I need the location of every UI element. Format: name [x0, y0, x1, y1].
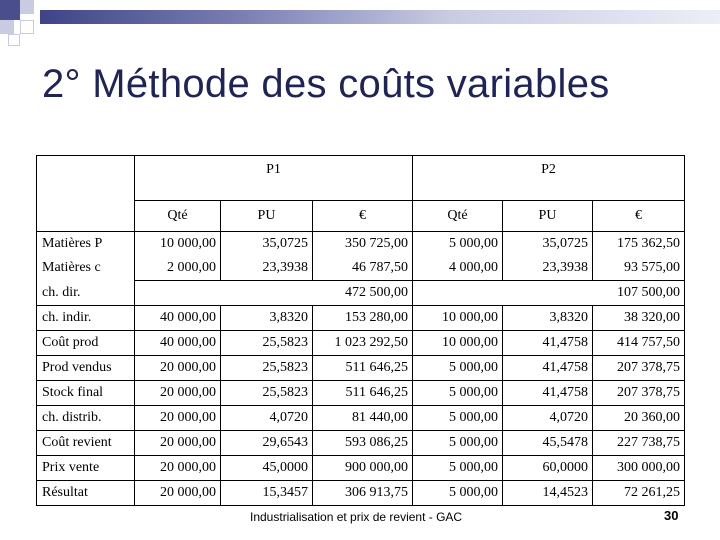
table-cell: 227 738,75 — [593, 431, 685, 456]
row-label: Coût prod — [37, 331, 135, 356]
table-row — [37, 256, 685, 281]
sub-header-row — [37, 201, 685, 232]
table-cell: 5 000,00 — [413, 406, 503, 431]
corner-square-light — [0, 20, 14, 34]
row-label: ch. distrib. — [37, 406, 135, 431]
table-row — [37, 281, 685, 306]
table-cell: 35,0725 — [503, 232, 593, 257]
table-cell: 25,5823 — [221, 356, 313, 381]
table-cell: 207 378,75 — [593, 381, 685, 406]
table-cell: 41,4758 — [503, 331, 593, 356]
table-cell: 4,0720 — [221, 406, 313, 431]
table-cell — [221, 281, 313, 306]
table-cell: 20 000,00 — [135, 456, 221, 481]
table-cell: 38 320,00 — [593, 306, 685, 331]
table-cell — [503, 281, 593, 306]
table-row — [37, 356, 685, 381]
table-cell: 414 757,50 — [593, 331, 685, 356]
table-cell: 900 000,00 — [313, 456, 413, 481]
table-cell: 29,6543 — [221, 431, 313, 456]
sub-header-euro-p2: € — [593, 201, 685, 232]
table-cell: 45,0000 — [221, 456, 313, 481]
table-cell: 350 725,00 — [313, 232, 413, 257]
table-cell: 5 000,00 — [413, 356, 503, 381]
table-cell: 15,3457 — [221, 481, 313, 506]
table-cell: 45,5478 — [503, 431, 593, 456]
slide-title: 2° Méthode des coûts variables — [42, 62, 610, 106]
table-cell: 5 000,00 — [413, 431, 503, 456]
table-cell: 4,0720 — [503, 406, 593, 431]
table-cell: 20 000,00 — [135, 481, 221, 506]
sub-header-qte-p2: Qté — [413, 201, 503, 232]
group-header-p1: P1 — [135, 156, 413, 201]
table-cell: 81 440,00 — [313, 406, 413, 431]
table-cell: 46 787,50 — [313, 256, 413, 281]
row-label: ch. indir. — [37, 306, 135, 331]
table-cell: 107 500,00 — [593, 281, 685, 306]
table-cell: 472 500,00 — [313, 281, 413, 306]
table-cell: 23,3938 — [503, 256, 593, 281]
table-cell: 593 086,25 — [313, 431, 413, 456]
table-cell: 25,5823 — [221, 381, 313, 406]
row-label: Stock final — [37, 381, 135, 406]
table-cell: 5 000,00 — [413, 381, 503, 406]
table-cell — [413, 281, 503, 306]
table-cell: 25,5823 — [221, 331, 313, 356]
group-header-row — [37, 156, 685, 201]
table-cell: 23,3938 — [221, 256, 313, 281]
table-cell: 72 261,25 — [593, 481, 685, 506]
corner-square-outline — [20, 20, 34, 34]
row-label: Prod vendus — [37, 356, 135, 381]
table-cell: 3,8320 — [503, 306, 593, 331]
table-cell: 20 360,00 — [593, 406, 685, 431]
table-cell: 93 575,00 — [593, 256, 685, 281]
corner-square-dark — [0, 0, 20, 20]
table-cell: 14,4523 — [503, 481, 593, 506]
table-cell: 1 023 292,50 — [313, 331, 413, 356]
table-row — [37, 306, 685, 331]
table-cell: 41,4758 — [503, 381, 593, 406]
table-cell: 40 000,00 — [135, 331, 221, 356]
table-row — [37, 456, 685, 481]
table-cell: 2 000,00 — [135, 256, 221, 281]
table-row — [37, 406, 685, 431]
table-cell: 5 000,00 — [413, 232, 503, 257]
table-cell — [135, 281, 221, 306]
table-cell: 300 000,00 — [593, 456, 685, 481]
slide-footer: Industrialisation et prix de revient - GAC — [250, 510, 463, 524]
table-cell: 5 000,00 — [413, 456, 503, 481]
table-row — [37, 431, 685, 456]
table-cell: 3,8320 — [221, 306, 313, 331]
table-row — [37, 481, 685, 506]
table-cell: 20 000,00 — [135, 406, 221, 431]
table-cell: 10 000,00 — [413, 306, 503, 331]
page-number: 30 — [664, 508, 679, 523]
table-cell: 511 646,25 — [313, 381, 413, 406]
table-cell: 35,0725 — [221, 232, 313, 257]
table-cell: 175 362,50 — [593, 232, 685, 257]
table-cell: 10 000,00 — [135, 232, 221, 257]
row-label: Matières P — [37, 232, 135, 257]
sub-header-pu-p1: PU — [221, 201, 313, 232]
corner-square-outline — [8, 34, 20, 46]
row-label: Résultat — [37, 481, 135, 506]
table-row — [37, 232, 685, 257]
table-cell: 511 646,25 — [313, 356, 413, 381]
table-cell: 5 000,00 — [413, 481, 503, 506]
table-cell: 153 280,00 — [313, 306, 413, 331]
sub-header-qte-p1: Qté — [135, 201, 221, 232]
table-cell: 20 000,00 — [135, 381, 221, 406]
sub-header-pu-p2: PU — [503, 201, 593, 232]
corner-cell — [37, 156, 135, 201]
table-cell: 10 000,00 — [413, 331, 503, 356]
row-label: Matières c — [37, 256, 135, 281]
row-label: Coût revient — [37, 431, 135, 456]
table-cell: 40 000,00 — [135, 306, 221, 331]
table-cell: 20 000,00 — [135, 431, 221, 456]
header-gradient-band — [40, 10, 720, 24]
table-cell: 41,4758 — [503, 356, 593, 381]
sub-header-euro-p1: € — [313, 201, 413, 232]
group-header-p2: P2 — [413, 156, 685, 201]
row-label: Prix vente — [37, 456, 135, 481]
row-label: ch. dir. — [37, 281, 135, 306]
table-cell: 20 000,00 — [135, 356, 221, 381]
table-cell: 60,0000 — [503, 456, 593, 481]
corner-square-light — [20, 0, 34, 14]
table-row — [37, 381, 685, 406]
cost-table — [36, 155, 685, 506]
table-row — [37, 331, 685, 356]
table-cell: 4 000,00 — [413, 256, 503, 281]
table-cell: 306 913,75 — [313, 481, 413, 506]
corner-cell — [37, 201, 135, 232]
table-cell: 207 378,75 — [593, 356, 685, 381]
